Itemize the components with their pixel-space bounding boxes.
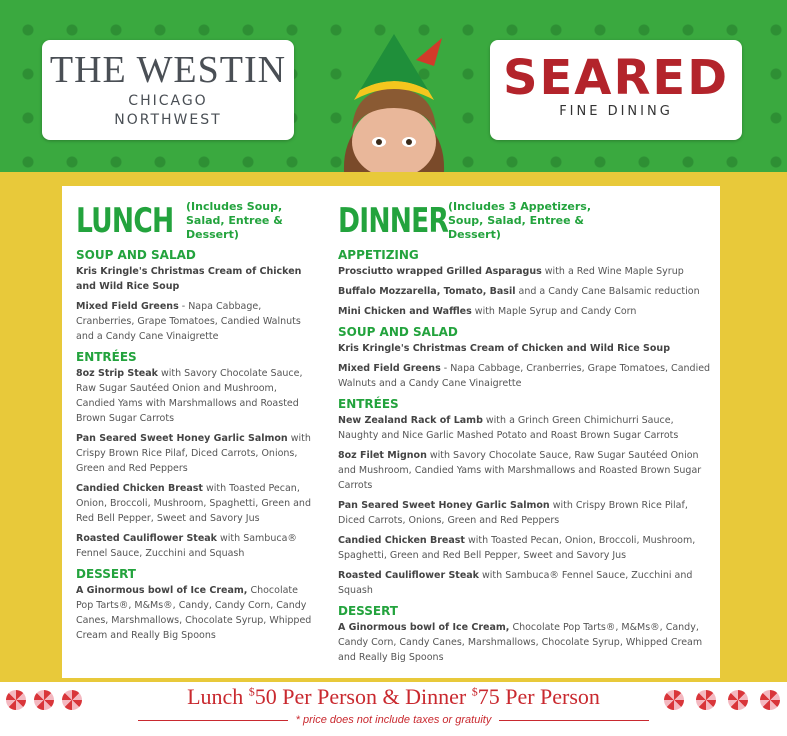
westin-city: CHICAGO xyxy=(128,93,208,109)
price-footer xyxy=(0,682,787,736)
dinner-section-heading: SOUP AND SALAD xyxy=(338,325,458,339)
item-description: with Toasted Pecan, Onion, Broccoli, Mushroom, Spaghetti, Green and Red Bell Pepper, Sweet and Savory Jus xyxy=(76,483,311,524)
item-description: with Toasted Pecan, Onion, Broccoli, Mushroom, Spaghetti, Green and Red Bell Pepper, Sweet and Savory Jus xyxy=(338,535,696,561)
item-description: with Sambuca® Fennel Sauce, Zucchini and Squash xyxy=(76,533,297,559)
item-name: Kris Kringle's Christmas Cream of Chicken and Wild Rice Soup xyxy=(76,266,302,292)
seared-name: SEARED xyxy=(502,50,730,106)
candy-icon xyxy=(760,690,780,710)
tax-note: * price does not include taxes or gratuity xyxy=(0,714,787,726)
item-description: with Savory Chocolate Sauce, Raw Sugar Sautéed Onion and Mushroom, Candied Yams with Marshmallows and Roasted Brown Sugar Carrots xyxy=(338,450,702,491)
dinner-menu-item xyxy=(338,448,712,493)
lunch-section-heading: DESSERT xyxy=(76,567,136,581)
dinner-dollar: $ xyxy=(471,684,478,699)
seared-tagline: FINE DINING xyxy=(559,104,673,119)
dinner-column xyxy=(338,186,712,670)
westin-area: NORTHWEST xyxy=(114,112,222,128)
westin-logo xyxy=(42,40,294,140)
item-description: Chocolate Pop Tarts®, M&Ms®, Candy, Candy Corn, Candy Canes, Marshmallows, Chocolate Syrup, Whipped Cream and Really Big Spoons xyxy=(76,585,312,641)
item-name: New Zealand Rack of Lamb xyxy=(338,415,483,426)
dinner-price: 75 Per Person xyxy=(477,684,600,709)
lunch-price-label: Lunch xyxy=(187,684,249,709)
lunch-title: LUNCH xyxy=(76,201,174,241)
lunch-menu-item xyxy=(76,531,316,561)
dinner-section-heading: DESSERT xyxy=(338,604,398,618)
item-description: Chocolate Pop Tarts®, M&Ms®, Candy, Candy Corn, Candy Canes, Marshmallows, Chocolate Syrup, Whipped Cream and Really Big Spoons xyxy=(338,622,703,663)
westin-name: THE WESTIN xyxy=(49,49,287,91)
item-name: Candied Chicken Breast xyxy=(338,535,465,546)
lunch-menu-item xyxy=(76,299,316,344)
item-name: Candied Chicken Breast xyxy=(76,483,203,494)
dinner-menu-item xyxy=(338,304,712,319)
candy-icon xyxy=(664,690,684,710)
dinner-heading xyxy=(338,200,712,242)
item-name: 8oz Filet Mignon xyxy=(338,450,427,461)
lunch-dollar: $ xyxy=(248,684,255,699)
dinner-menu-item xyxy=(338,568,712,598)
elf-character-image xyxy=(324,30,464,172)
lunch-column xyxy=(76,186,316,648)
item-name: Roasted Cauliflower Steak xyxy=(338,570,479,581)
item-description: with a Red Wine Maple Syrup xyxy=(541,266,684,277)
dinner-menu-item xyxy=(338,361,712,391)
item-name: 8oz Strip Steak xyxy=(76,368,158,379)
lunch-heading xyxy=(76,200,316,242)
dinner-menu-item xyxy=(338,413,712,443)
item-name: Roasted Cauliflower Steak xyxy=(76,533,217,544)
item-name: Mini Chicken and Waffles xyxy=(338,306,472,317)
seared-logo xyxy=(490,40,742,140)
item-description: with Maple Syrup and Candy Corn xyxy=(471,306,637,317)
item-name: Prosciutto wrapped Grilled Asparagus xyxy=(338,266,542,277)
dinner-sections xyxy=(338,248,712,665)
dinner-menu-item xyxy=(338,284,712,299)
item-name: A Ginormous bowl of Ice Cream, xyxy=(338,622,510,633)
header-banner xyxy=(0,0,787,172)
item-description: with Sambuca® Fennel Sauce, Zucchini and Squash xyxy=(338,570,693,596)
item-description: - Napa Cabbage, Cranberries, Grape Tomatoes, Candied Walnuts and a Candy Cane Vinaigrette xyxy=(338,363,711,389)
candy-icon xyxy=(696,690,716,710)
menu-panel xyxy=(62,186,720,678)
item-description: with Crispy Brown Rice Pilaf, Diced Carrots, Onions, Green and Red Peppers xyxy=(76,433,311,474)
item-name: Buffalo Mozzarella, Tomato, Basil xyxy=(338,286,516,297)
lunch-section-heading: SOUP AND SALAD xyxy=(76,248,196,262)
dinner-note: (Includes 3 Appetizers, Soup, Salad, Entree & Dessert) xyxy=(448,200,592,241)
item-description: and a Candy Cane Balsamic reduction xyxy=(515,286,700,297)
lunch-menu-item xyxy=(76,431,316,476)
dinner-menu-item xyxy=(338,533,712,563)
dinner-menu-item xyxy=(338,341,712,356)
dinner-menu-item xyxy=(338,620,712,665)
item-name: Pan Seared Sweet Honey Garlic Salmon xyxy=(338,500,550,511)
dinner-section-heading: APPETIZING xyxy=(338,248,419,262)
item-name: Mixed Field Greens xyxy=(338,363,441,374)
item-name: Kris Kringle's Christmas Cream of Chicken and Wild Rice Soup xyxy=(338,343,670,354)
item-description: with Crispy Brown Rice Pilaf, Diced Carrots, Onions, Green and Red Peppers xyxy=(338,500,688,526)
item-name: Mixed Field Greens xyxy=(76,301,179,312)
item-description: with a Grinch Green Chimichurri Sauce, Naughty and Nice Garlic Mashed Potato and Roast Brown Sugar Carrots xyxy=(338,415,679,441)
item-description: with Savory Chocolate Sauce, Raw Sugar Sautéed Onion and Mushroom, Candied Yams with Marshmallows and Roasted Brown Sugar Carrots xyxy=(76,368,303,424)
item-name: Pan Seared Sweet Honey Garlic Salmon xyxy=(76,433,288,444)
dinner-section-heading: ENTRÉES xyxy=(338,397,399,411)
candy-icon xyxy=(728,690,748,710)
dinner-menu-item xyxy=(338,498,712,528)
lunch-sections xyxy=(76,248,316,643)
lunch-price: 50 Per Person & Dinner xyxy=(254,684,472,709)
dinner-menu-item xyxy=(338,264,712,279)
lunch-menu-item xyxy=(76,366,316,426)
lunch-menu-item xyxy=(76,481,316,526)
lunch-section-heading: ENTRÉES xyxy=(76,350,137,364)
lunch-note: (Includes Soup, Salad, Entree & Dessert) xyxy=(186,200,283,241)
item-description: - Napa Cabbage, Cranberries, Grape Tomatoes, Candied Walnuts and a Candy Cane Vinaigrette xyxy=(76,301,301,342)
dinner-title: DINNER xyxy=(338,201,449,241)
lunch-menu-item xyxy=(76,264,316,294)
item-name: A Ginormous bowl of Ice Cream, xyxy=(76,585,248,596)
lunch-menu-item xyxy=(76,583,316,643)
